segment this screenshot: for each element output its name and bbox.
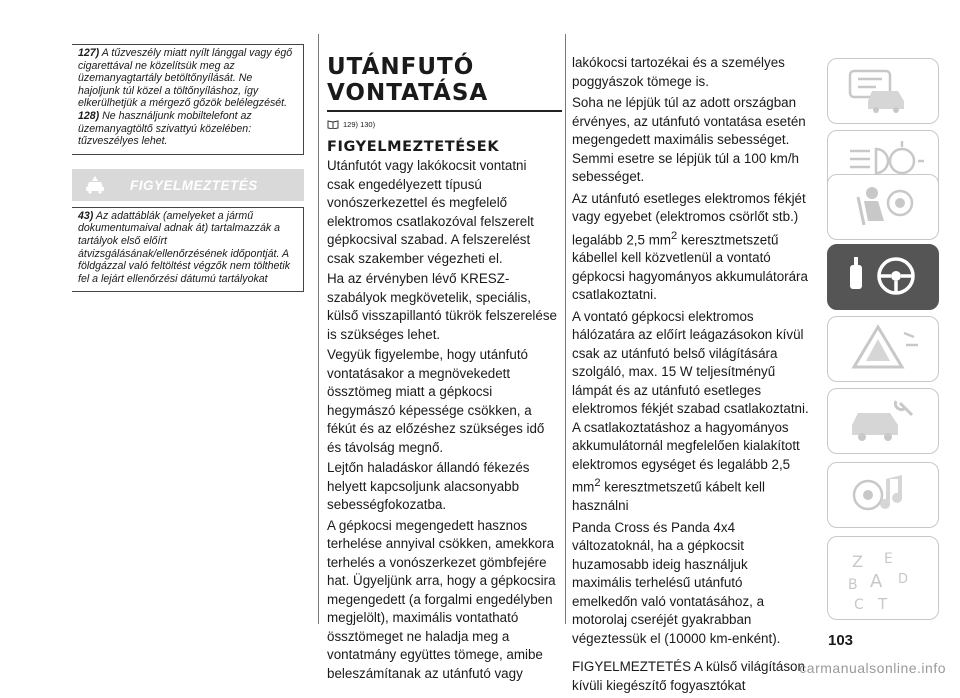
right-column [572,54,810,698]
media-phone-icon [838,469,928,519]
warning-note [78,210,297,286]
note-number: 127) [78,47,100,59]
left-column [72,44,304,292]
note-number: 128) [78,109,100,122]
section-title: FIGYELMEZTETÉSEK [327,139,500,155]
chapter-tab-multimedia[interactable] [827,462,939,528]
chapter-tab-index[interactable] [827,536,939,620]
warning-car-icon [84,176,106,194]
superscript: 2 [671,229,678,242]
paragraph: lakókocsi tartozékai és a személyes poggyászok tömege is. [572,55,785,89]
chapter-tab-maintenance[interactable] [827,388,939,454]
paragraph [572,190,810,305]
notes-box [72,44,304,155]
watermark-text: carmanualsonline.info [799,660,946,676]
svg-text:Z: Z [852,552,863,571]
key-steering-wheel-icon [838,251,928,301]
warning-title: FIGYELMEZTETÉS [130,177,258,193]
chapter-tab-safety[interactable] [827,174,939,240]
warning-header [72,169,304,201]
car-dashboard-icon [838,65,928,115]
note-text: A tűzveszély miatt nyílt lánggal vagy égő cigarettával ne közelítsük meg az üzemanyagtartály betöltőnyílását. Ne hajoljunk túl közel a töltőnyíláshoz, így elkerülhetjük a mérgező gőzök belélegzését. [78,47,293,110]
svg-text:D: D [898,572,909,587]
paragraph: Lejtőn haladáskor állandó fékezés helyett kapcsoljunk alacsonyabb sebességfokozatba. [327,460,530,512]
middle-column [327,54,557,685]
paragraph: A gépkocsi megengedett hasznos terhelése annyival csökken, amekkora terhelés a vonószerkezet gömbfejére hat. Ügyeljünk arra, hogy a gépkocsira megengedett (a forgalmi engedélyben megjelölt), maximális vontatható össztömeget ne haladja meg a vontatmány együttes tömege, amibe beleszámítanak az utánfutó vagy [327,517,556,681]
car-wrench-icon [838,395,928,445]
title-line: VONTATÁSA [327,80,489,106]
paragraph: Soha ne lépjük túl az adott országban érvényes, az utánfutó vontatása esetén megengedett maximális sebességet. Semmi esetre se lépjük túl a 100 km/h sebességet. [572,95,806,184]
note-number: 43) [78,209,94,222]
warning-box [72,207,304,293]
note-127 [78,47,297,110]
text-run: Az utánfutó esetleges elektromos fékjét vagy egyebet (elektromos csörlőt stb.) legalább 2,5 mm [572,190,806,247]
paragraph: Utánfutót vagy lakókocsit vontatni csak engedélyezett típusú vonószerkezettel és megfelelő elektromos csatlakozóval felszerelt gépkocsival szabad. A felszerelést csak szakember végezheti el. [327,158,534,266]
chapter-tab-dashboard[interactable] [827,58,939,124]
title-underline [327,110,562,112]
chapter-title [327,54,557,106]
chapter-tab-driving[interactable] [827,244,939,310]
note-text: Ne használjunk mobiltelefont az üzemanyagtöltő szivattyú közelében: tűzveszélyes lehet. [78,109,252,148]
paragraph: Vegyük figyelembe, hogy utánfutó vontatásakor a megnövekedett össztömeg miatt a gépkocsi hegymászó képessége csökken, a fékút és az előzéshez szükséges idő és távolság megnő. [327,347,545,455]
page-number: 103 [828,632,854,649]
column-divider [318,34,319,624]
book-icon [327,120,339,129]
svg-text:C: C [854,597,864,613]
svg-text:A: A [870,571,883,592]
right-body [572,54,810,695]
svg-text:B: B [848,577,858,593]
paragraph: Panda Cross és Panda 4x4 változatoknál, ha a gépkocsit huzamosabb ideig használjuk maximális terhelésű utánfutó emelkedőn való vontatásához, a motorolaj cseréjét gyakrabban végeztessük el (10000 km-enként). [572,519,781,646]
airbag-seat-icon [838,181,928,231]
chapter-tab-emergency[interactable] [827,316,939,382]
paragraph [572,308,810,516]
title-line: UTÁNFUTÓ [327,54,475,80]
warning-triangle-car-icon [838,323,928,373]
middle-body [327,157,557,683]
paragraph: FIGYELMEZTETÉS A külső világításon kívüli kiegészítő fogyasztókat [572,659,805,693]
note-128 [78,110,297,148]
svg-text:T: T [878,595,888,613]
superscript: 2 [594,477,601,490]
cross-references [327,120,557,129]
text-run: A vontató gépkocsi elektromos hálózatára az előírt leágazásokon kívül csak az utánfutó belső világítására szolgáló, max. 15 W teljesítményű lámpát és az utánfutó esetleges elektromos fékjét szabad csatlakoztatni. A csatlakoztatáshoz a hagyományos akkumulátornál megfelelően kialakított elektromos egységet és legalább 2,5 mm [572,308,809,495]
text-run: keresztmetszetű kábellel kell közvetlenül a vontató gépkocsi hagyományos akkumulátorára csatlakoztatni. [572,231,808,303]
reference-numbers: 129) 130) [343,120,376,129]
watermark [0,660,960,676]
index-letters-icon [838,543,928,613]
column-divider [565,34,566,624]
svg-text:E: E [884,551,893,567]
text-run: keresztmetszetű kábelt kell használni [572,479,766,514]
note-text: Az adattáblák (amelyeket a jármű dokumentumaival adnak át) tartalmazzák a tartályok első előírt átvizsgálásának/ellenőrzésének időpontját. A földgázzal való feltöltést végzők nem tölthetik fel a lejárt ellenőrzési dátumú tartályokat [78,209,290,285]
paragraph: Ha az érvényben lévő KRESZ-szabályok megkövetelik, speciális, külső visszapillantó tükrök felszerelése is szükséges lehet. [327,271,557,342]
